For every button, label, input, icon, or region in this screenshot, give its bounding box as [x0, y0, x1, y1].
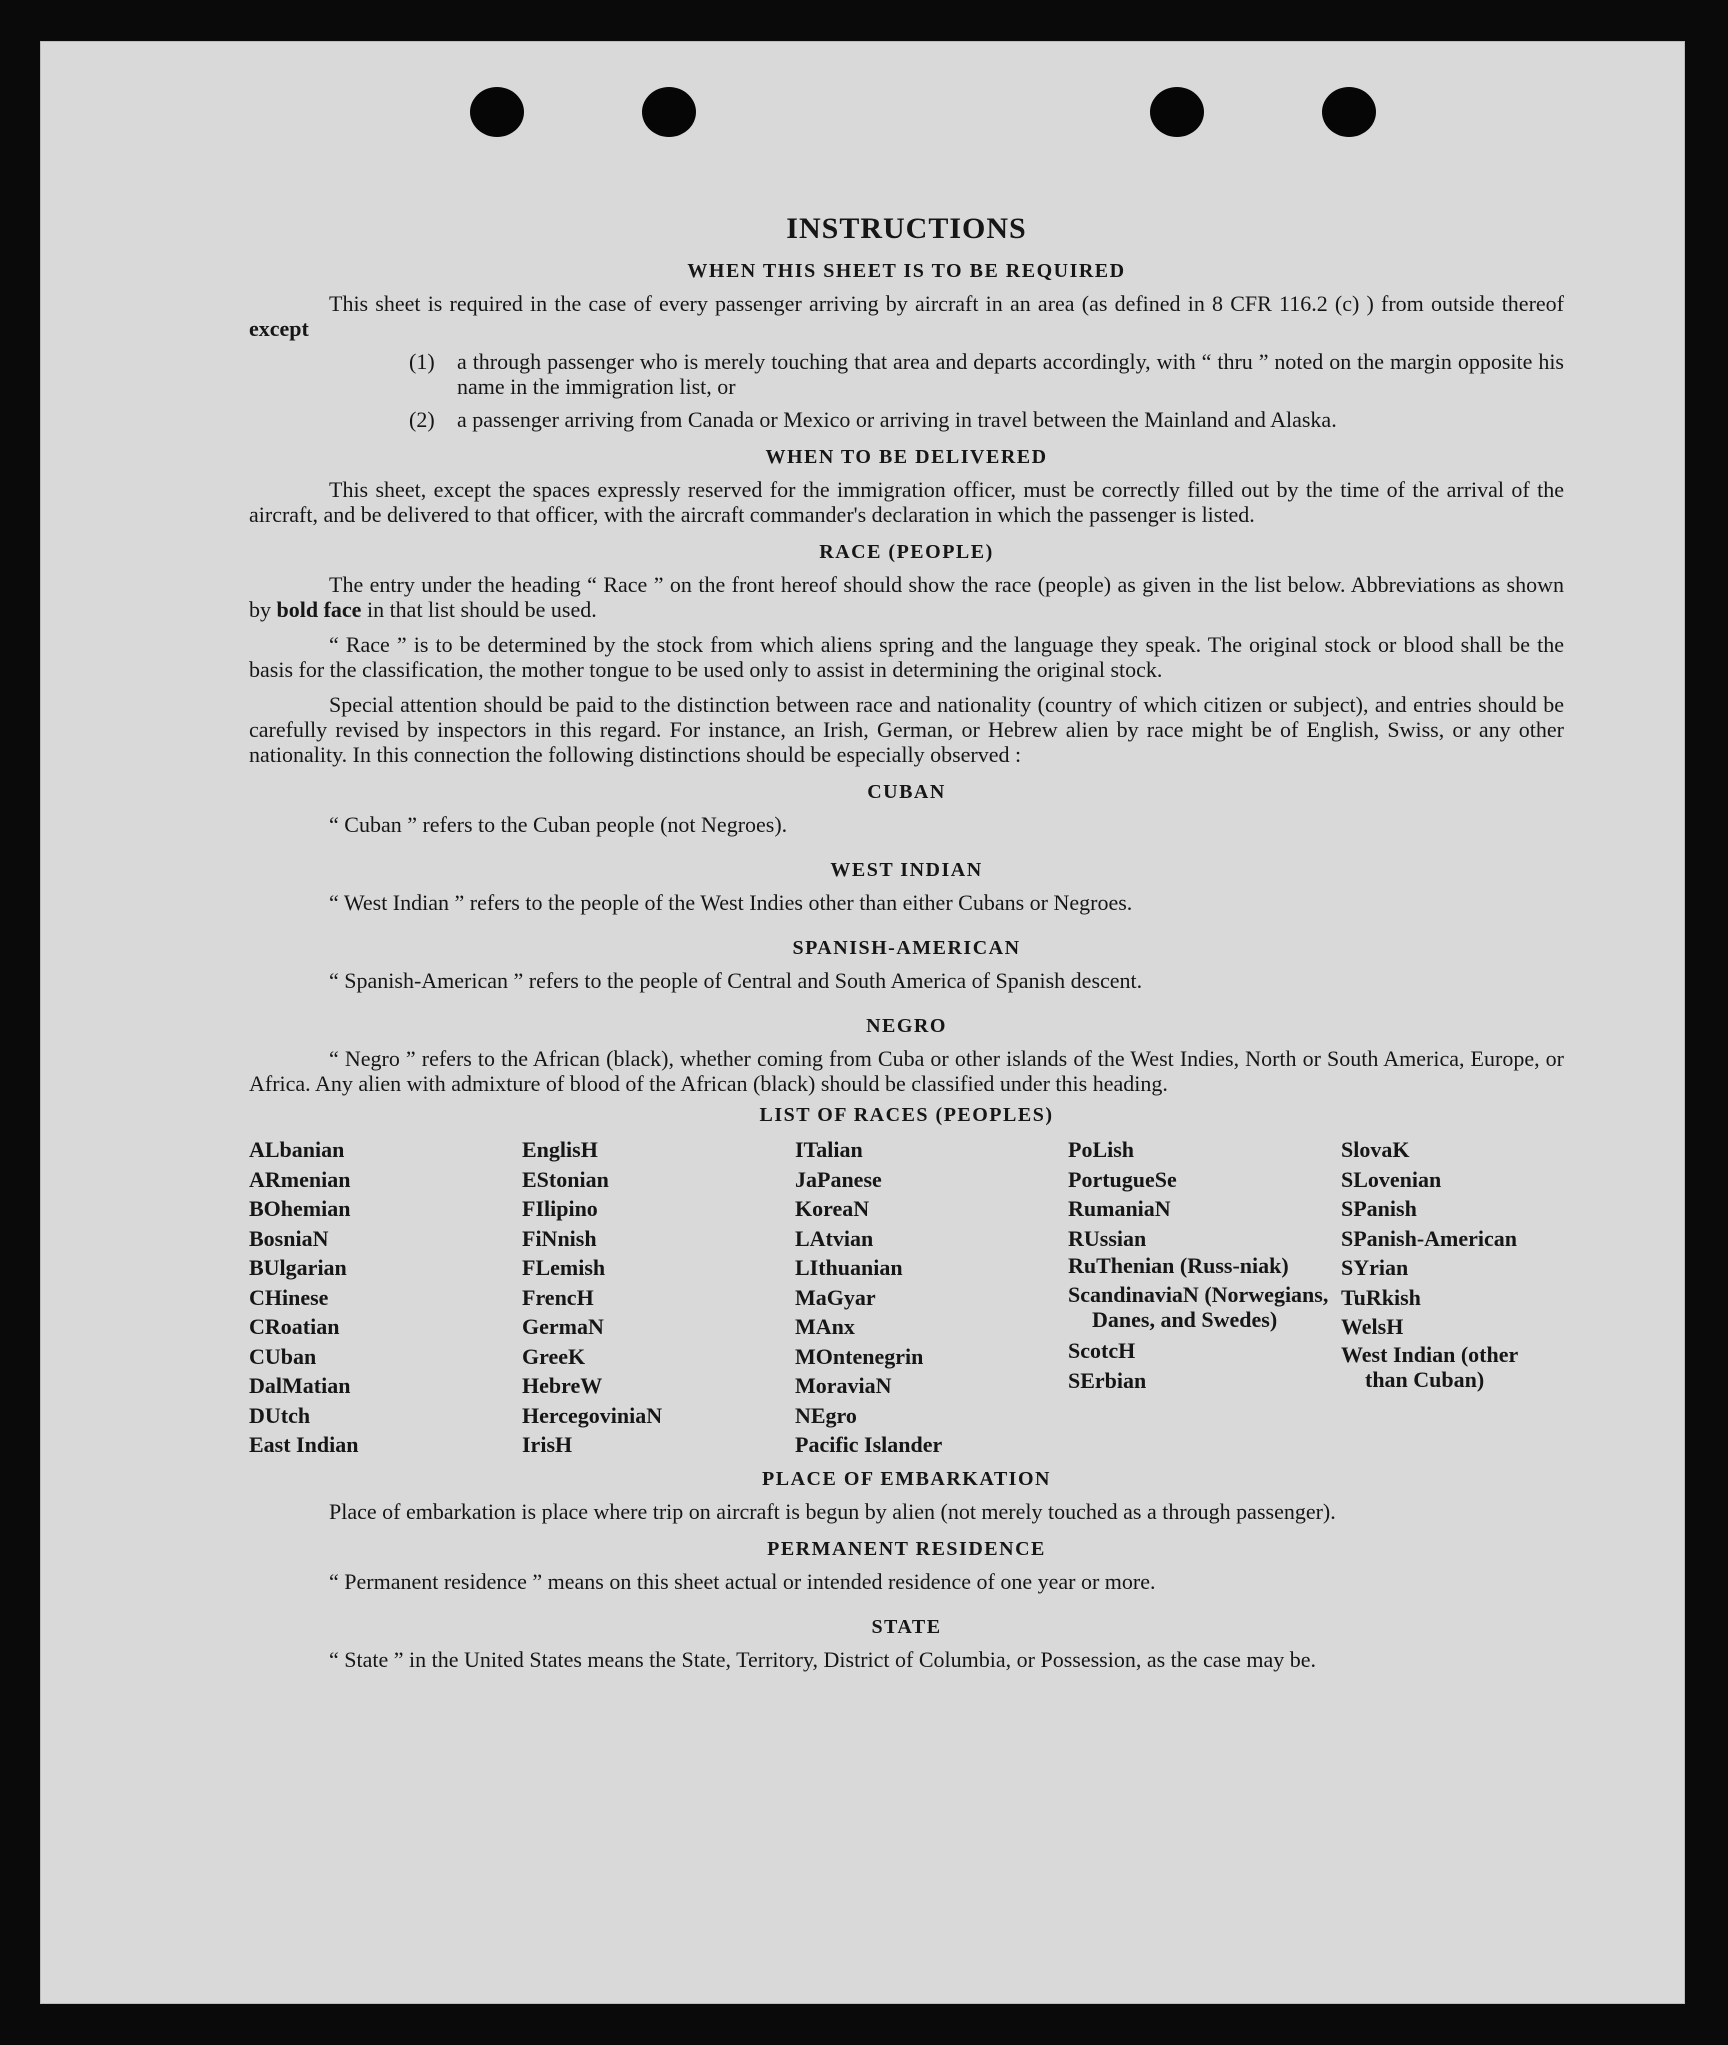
race-entry: TuRkish — [1341, 1284, 1421, 1310]
section-heading-when-delivered: WHEN TO BE DELIVERED — [765, 446, 1048, 468]
when-required-intro: This sheet is required in the case of every passenger arriving by aircraft in an area (as defined in 8 CFR 116.2 (c) ) from outside thereof except — [249, 291, 1564, 341]
race-entry: East Indian — [249, 1432, 359, 1457]
race-paragraph-3: Special attention should be paid to the distinction between race and nationality (country of which citizen or subject), and entries should be carefully revised by inspectors in this regard. For instance, an Irish, German, or Hebrew alien by race might be of English, Swiss, or any other nationality. In this connection the following distinctions should be especially observed : — [249, 692, 1564, 767]
race-list — [249, 1135, 1564, 1460]
punch-hole — [1322, 87, 1376, 137]
race-entry: BOhemian — [249, 1196, 351, 1221]
section-heading-residence: PERMANENT RESIDENCE — [767, 1537, 1046, 1560]
race-column — [522, 1135, 795, 1460]
race-entry: ScandinaviaN (Norwegians, Danes, and Swedes) — [1068, 1282, 1329, 1332]
race-entry: BosniaN — [249, 1225, 329, 1251]
race-column — [795, 1135, 1068, 1460]
race-entry: EStonian — [522, 1166, 609, 1192]
race-entry: FIlipino — [522, 1196, 598, 1221]
race-entry: FrencH — [522, 1284, 594, 1310]
section-heading-when-required: WHEN THIS SHEET IS TO BE REQUIRED — [687, 260, 1126, 282]
residence-text: “ Permanent residence ” means on this sheet actual or intended residence of one year or more. — [329, 1568, 1156, 1594]
section-heading-spanish-american: SPANISH-AMERICAN — [792, 937, 1021, 959]
exception-number: (1) — [409, 349, 435, 374]
race-entry: PortugueSe — [1068, 1166, 1177, 1192]
race-entry: SlovaK — [1341, 1137, 1410, 1162]
race-entry: SLovenian — [1341, 1166, 1442, 1192]
page-title: INSTRUCTIONS — [786, 212, 1027, 245]
instructions-content — [249, 212, 1564, 1672]
section-heading-west-indian: WEST INDIAN — [830, 859, 983, 881]
exception-item — [409, 349, 1564, 399]
race-entry: FLemish — [522, 1255, 606, 1280]
race-entry: IrisH — [522, 1432, 573, 1457]
race-entry: GermaN — [522, 1314, 604, 1339]
race-paragraph-2: “ Race ” is to be determined by the stock from which aliens spring and the language they speak. The original stock or blood shall be the basis for the classification, the mother tongue to be used only to assist in determining the original stock. — [249, 632, 1564, 682]
race-entry: LAtvian — [795, 1225, 874, 1251]
exception-number: (2) — [409, 407, 435, 432]
race-entry: SPanish — [1341, 1196, 1417, 1221]
race-entry: KoreaN — [795, 1196, 870, 1221]
race-entry: MAnx — [795, 1314, 855, 1339]
race-entry: MaGyar — [795, 1284, 876, 1310]
race-entry: RumaniaN — [1068, 1196, 1171, 1221]
race-entry: West Indian (other than Cuban) — [1341, 1341, 1518, 1392]
exception-text: a through passenger who is merely touching that area and departs accordingly, with “ thru ” noted on the margin opposite his name in the immigration list, or — [457, 349, 1564, 399]
race-entry: JaPanese — [795, 1166, 882, 1192]
exception-item — [409, 407, 1564, 432]
race-entry: MOntenegrin — [795, 1343, 924, 1369]
race-paragraph-1: The entry under the heading “ Race ” on the front hereof should show the race (people) as given in the list below. Abbreviations as shown by bold face in that list should be used. — [249, 572, 1564, 622]
cuban-text: “ Cuban ” refers to the Cuban people (not Negroes). — [329, 812, 788, 837]
race-entry: SYrian — [1341, 1255, 1409, 1280]
race-entry: GreeK — [522, 1343, 586, 1369]
negro-text: “ Negro ” refers to the African (black), whether coming from Cuba or other islands of the West Indies, North or South America, Europe, or Africa. Any alien with admixture of blood of the African (black) should be classified under this heading. — [249, 1046, 1564, 1096]
punch-hole — [642, 87, 696, 137]
race-entry: SPanish-American — [1341, 1225, 1517, 1251]
race-entry: HercegoviniaN — [522, 1402, 663, 1428]
punch-hole — [470, 87, 524, 137]
race-entry: DUtch — [249, 1402, 311, 1428]
race-entry: PoLish — [1068, 1137, 1135, 1162]
race-entry: CRoatian — [249, 1314, 340, 1339]
race-entry: WelsH — [1341, 1314, 1404, 1339]
punch-hole — [1150, 87, 1204, 137]
race-entry: RuThenian (Russ-niak) — [1068, 1253, 1289, 1278]
document-sheet — [40, 41, 1685, 2004]
race-entry: EnglisH — [522, 1137, 598, 1162]
section-heading-list-of-races: LIST OF RACES (PEOPLES) — [759, 1104, 1054, 1126]
spanish-american-text: “ Spanish-American ” refers to the people of Central and South America of Spanish descent. — [329, 968, 1143, 993]
race-entry: ScotcH — [1068, 1338, 1136, 1363]
race-entry: RUssian — [1068, 1225, 1147, 1251]
race-column — [249, 1135, 522, 1460]
race-entry: CHinese — [249, 1284, 329, 1310]
race-entry: SErbian — [1068, 1367, 1147, 1393]
section-heading-race: RACE (PEOPLE) — [819, 541, 994, 563]
race-entry: Pacific Islander — [795, 1432, 943, 1457]
race-entry: ALbanian — [249, 1137, 345, 1162]
race-entry: CUban — [249, 1343, 317, 1369]
section-heading-negro: NEGRO — [866, 1015, 947, 1037]
race-entry: ARmenian — [249, 1166, 351, 1192]
race-entry: NEgro — [795, 1402, 857, 1428]
when-delivered-text: This sheet, except the spaces expressly reserved for the immigration officer, must be correctly filled out by the time of the arrival of the aircraft, and be delivered to that officer, with the aircraft commander's declaration in which the passenger is listed. — [249, 477, 1564, 527]
race-entry: MoraviaN — [795, 1373, 892, 1398]
race-column — [1068, 1135, 1341, 1460]
race-entry: FiNnish — [522, 1225, 597, 1251]
west-indian-text: “ West Indian ” refers to the people of the West Indies other than either Cubans or Negroes. — [329, 890, 1133, 915]
race-entry: ITalian — [795, 1137, 863, 1162]
race-entry: DalMatian — [249, 1373, 351, 1398]
section-heading-cuban: CUBAN — [867, 781, 946, 803]
race-entry: HebreW — [522, 1373, 603, 1398]
section-heading-state: STATE — [871, 1615, 942, 1638]
section-heading-embarkation: PLACE OF EMBARKATION — [762, 1467, 1051, 1490]
race-column — [1341, 1135, 1561, 1460]
race-entry: LIthuanian — [795, 1255, 903, 1280]
exception-text: a passenger arriving from Canada or Mexico or arriving in travel between the Mainland and Alaska. — [457, 407, 1337, 432]
race-entry: BUlgarian — [249, 1255, 347, 1280]
embarkation-text: Place of embarkation is place where trip on aircraft is begun by alien (not merely touched as a through passenger). — [329, 1498, 1336, 1524]
state-text: “ State ” in the United States means the State, Territory, District of Columbia, or Possession, as the case may be. — [329, 1646, 1317, 1672]
